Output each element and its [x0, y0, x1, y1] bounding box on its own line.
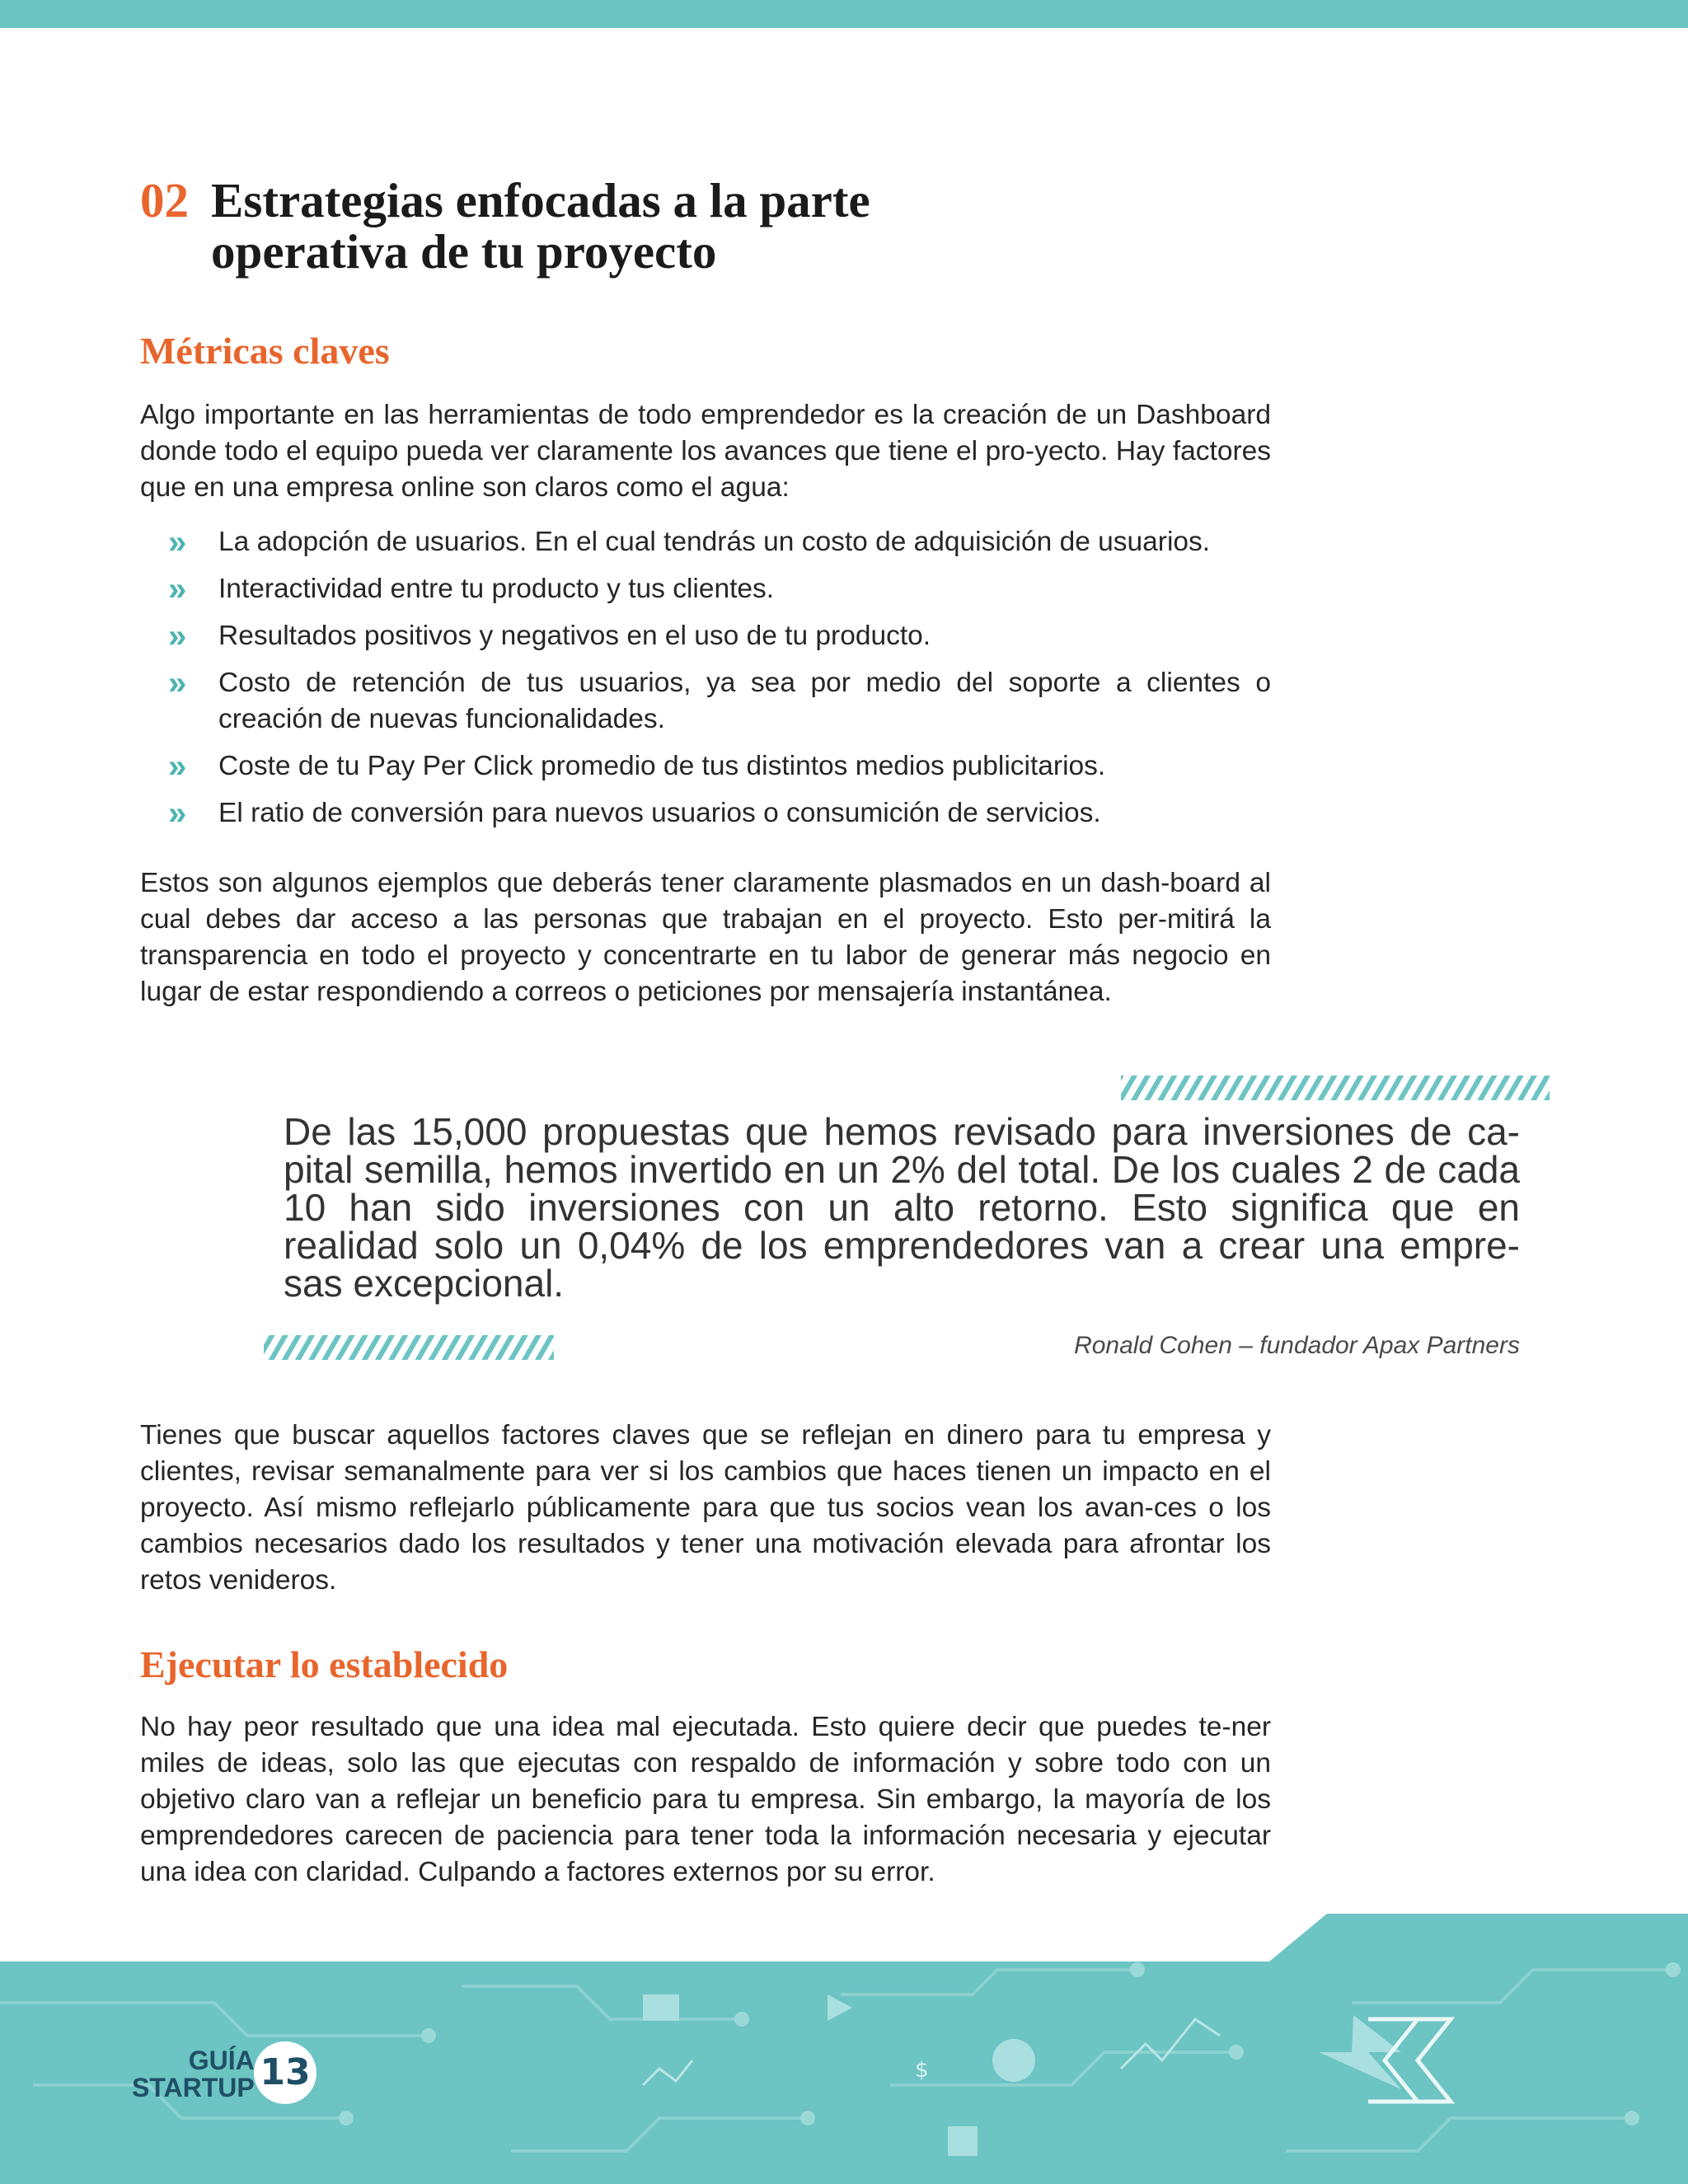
- list-item: » Interactividad entre tu producto y tus clientes.: [168, 571, 775, 607]
- circuit-background-graphic: [0, 1904, 1688, 2184]
- list-item: » Costo de retención de tus usuarios, ya sea por medio del soporte a clientes o creación de nuevas funcionalidades.: [168, 665, 1271, 734]
- top-accent-bar: [0, 0, 1688, 28]
- chevron-right-icon: »: [168, 618, 187, 654]
- quote-hatch-top: [1121, 1076, 1550, 1100]
- metricas-intro-paragraph: Algo importante en las herramientas de todo emprendedor es la creación de un Dashboard donde todo el equipo pueda ver claramente los avances que tiene el pro-yecto. Hay factores que en una empresa online son claros como el agua:: [140, 400, 1271, 503]
- pull-quote: De las 15,000 propuestas que hemos revisado para inversiones de ca-pital semilla, hemos invertido en un 2% del total. De los cuales 2 de cada 10 han sido inversiones con un alto retorno. Esto significa que en realidad solo un 0,04% de los emprendedores van a crear una empre-sas excepcional.: [284, 1110, 1520, 1305]
- section-heading-metricas: Métricas claves: [140, 330, 390, 372]
- list-item: » Coste de tu Pay Per Click promedio de tus distintos medios publicitarios.: [168, 748, 1106, 785]
- chevron-right-icon: »: [168, 524, 187, 560]
- chevron-right-icon: »: [168, 795, 187, 832]
- brand-line1: GUÍA: [188, 2046, 255, 2075]
- quote-hatch-bottom: [264, 1335, 554, 1360]
- list-item: » La adopción de usuarios. En el cual tendrás un costo de adquisición de usuarios.: [168, 524, 1211, 560]
- chevron-right-icon: »: [168, 665, 187, 701]
- list-item: » Resultados positivos y negativos en el uso de tu producto.: [168, 618, 931, 654]
- list-item: » El ratio de conversión para nuevos usuarios o consumición de servicios.: [168, 795, 1101, 832]
- metricas-bullet-list: [140, 524, 1271, 842]
- factores-paragraph: Tienes que buscar aquellos factores claves que se reflejan en dinero para tu empresa y clientes, revisar semanalmente para ver si los cambios que haces tienen un impacto en el proyecto. Así mismo reflejarlo públicamente para que tus socios vean los avan-ces o los cambios necesarios dado los resultados y tener una motivación elevada para afrontar los retos venideros.: [140, 1420, 1271, 1596]
- chevron-right-icon: »: [168, 748, 187, 785]
- brand-line2: STARTUP: [132, 2073, 255, 2102]
- svg-text:$: $: [915, 2058, 929, 2083]
- chapter-title-line2: operativa de tu proyecto: [211, 224, 717, 279]
- ejecutar-paragraph: No hay peor resultado que una idea mal ejecutada. Esto quiere decir que puedes te-ner miles de ideas, solo las que ejecutas con respaldo de información y sobre todo con un objetivo claro van a reflejar un beneficio para tu empresa. Sin embargo, la mayoría de los emprendedores carecen de paciencia para tener toda la información necesaria y ejecutar una idea con claridad. Culpando a factores externos por su error.: [140, 1712, 1271, 1887]
- chapter-title-line1: Estrategias enfocadas a la parte: [211, 173, 870, 227]
- quote-author: Ronald Cohen – fundador Apax Partners: [1074, 1332, 1520, 1359]
- metricas-closing-paragraph: Estos son algunos ejemplos que deberás tener claramente plasmados en un dash-board al cual debes dar acceso a las personas que trabajan en el proyecto. Esto per-mitirá la transparencia en todo el proyecto y concentrarte en tu labor de generar más negocio en lugar de estar respondiendo a correos o peticiones por mensajería instantánea.: [140, 868, 1271, 1007]
- section-heading-ejecutar: Ejecutar lo establecido: [140, 1643, 509, 1685]
- chapter-number: 02: [140, 173, 189, 227]
- page-number-badge: 13: [254, 2041, 316, 2104]
- chevron-right-icon: »: [168, 571, 187, 607]
- footer-banner: [0, 1904, 1688, 2184]
- brand-logo-text: [132, 2047, 255, 2102]
